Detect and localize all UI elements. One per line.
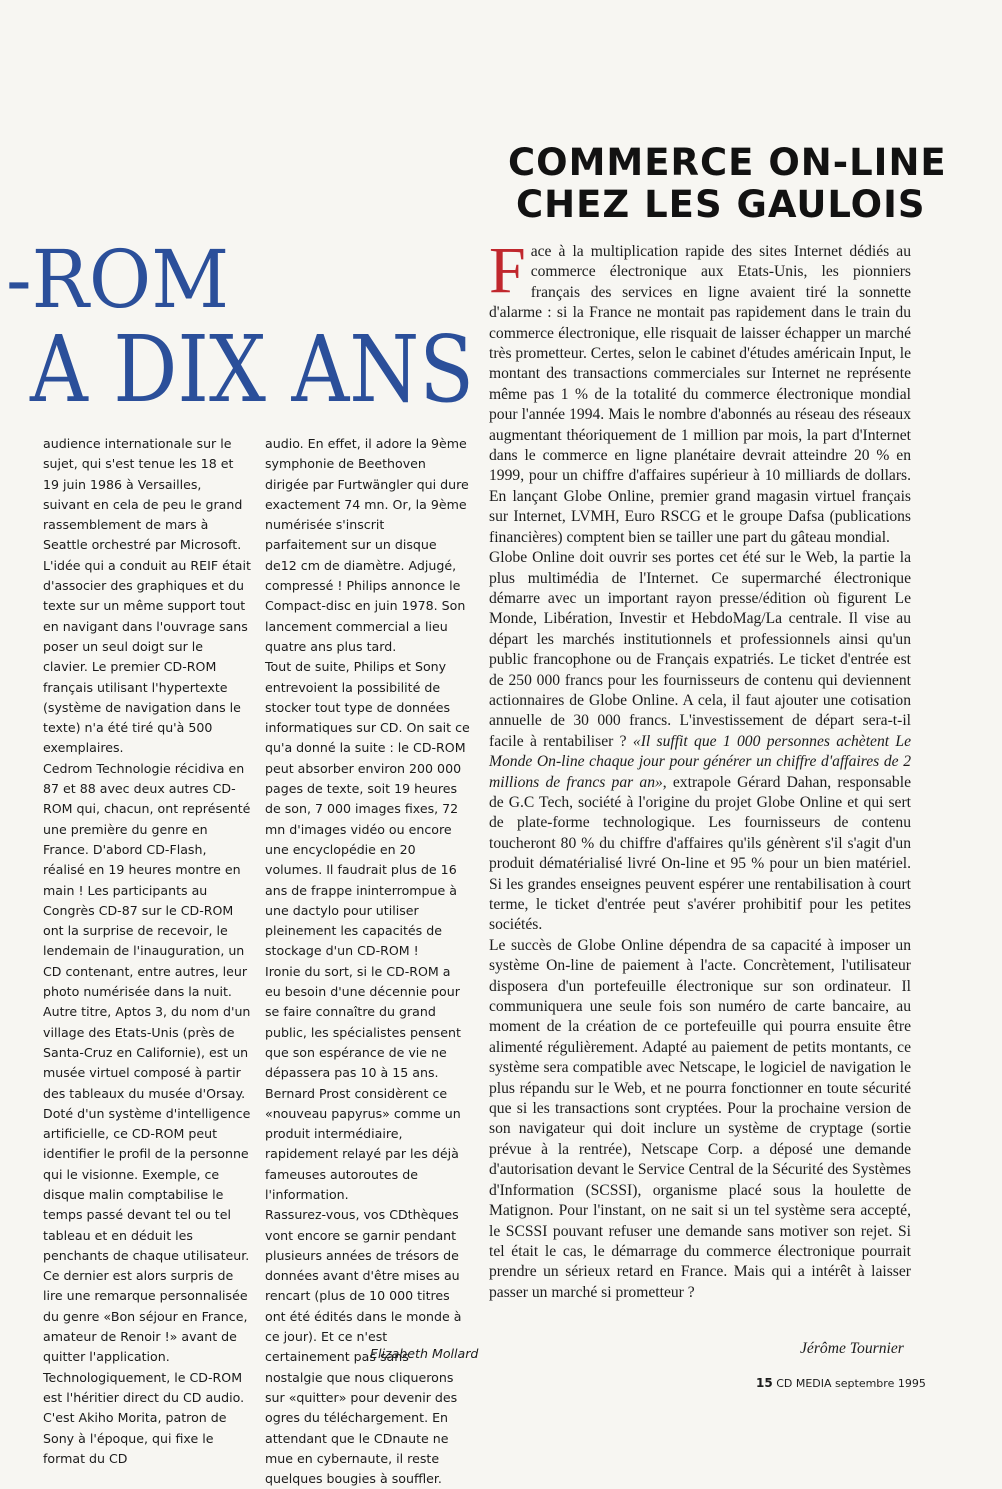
drop-cap: F <box>489 234 526 307</box>
body-paragraph: audience internationale sur le sujet, qui s'est tenue les 18 et 19 juin 1986 à Versailles, suivant en cela de peu le grand rassemblement de mars à Seattle orchestré par Microsoft. L'idée qui a conduit au REIF était d'associer des graphiques et du texte sur un même support tout en navigant dans l'ouvrage sans poser un seul doigt sur le clavier. Le premier CD-ROM français utilisant l'hypertexte (système de navigation dans le texte) n'a été tiré qu'à 500 exemplaires. <box>43 436 251 756</box>
article-paragraph-3: Le succès de Globe Online dépendra de sa capacité à imposer un système On-line de paiement à l'acte. Concrètement, l'utilisateur disposera d'un portefeuille électronique sur son ordinateur. Il communiquera une seule fois son numéro de carte bancaire, au moment de la création de ce portefeuille qui pourra ensuite être alimenté régulièrement. Adapté au paiement de petits montants, ce système sera compatible avec Netscape, le logiciel de navigation le plus répandu sur le Web, et ne pourra fonctionner en toute sécurité que si les transactions sont cryptées. Pour la prochaine version de son navigateur qui doit inclure un système de cryptage (sortie prévue à la rentrée), Netscape Corp. a déposé une demande d'autorisation devant le Service Central de la Sécurité des Systèmes d'Information (SCSSI), organisme placé sous la houlette de Matignon. Pour l'instant, on ne sait si un tel système sera accepté, le SCSSI pouvant refuser une demande sans motiver son rejet. Si tel était le cas, le démarrage du commerce électronique pourrait prendre un sérieux retard en France. Mais qui a intérêt à laisser passer un marché si prometteur ? <box>489 936 911 1301</box>
left-column-1 <box>43 434 251 1469</box>
right-article-body <box>489 234 911 1303</box>
issue-date: septembre 1995 <box>835 1377 926 1390</box>
body-paragraph: Cedrom Technologie récidiva en 87 et 88 avec deux autres CD-ROM qui, chacun, ont représenté une première du genre en France. D'abord CD-Flash, réalisé en 19 heures montre en main ! Les participants au Congrès CD-87 sur le CD-ROM ont la surprise de recevoir, le lendemain de l'inauguration, un CD contenant, entre autres, leur photo numérisée dans la nuit. Autre titre, Aptos 3, du nom d'un village des Etats-Unis (près de Santa-Cruz en Californie), est un musée virtuel composé à partir des tableaux du musée d'Orsay. <box>43 760 251 1101</box>
main-title-line2: A DIX ANS <box>30 316 475 423</box>
sidebar-title-line2: CHEZ LES GAULOIS <box>516 183 926 226</box>
body-paragraph: Technologiquement, le CD-ROM est l'héritier direct du CD audio. C'est Akiho Morita, patron de Sony à l'époque, qui fixe le format du CD <box>43 1369 245 1466</box>
left-article-signature: Elizabeth Mollard <box>370 1346 479 1361</box>
body-paragraph: Rassurez-vous, vos CDthèques vont encore se garnir pendant plusieurs années de trésors de données avant d'être mises au rencart (plus de 10 000 titres ont été édités dans le monde à ce jour). Et ce n'est certainement pas sans nostalgie que nous cliquerons sur «quitter» pour devenir des ogres du téléchargement. En attendant que le CDnaute ne mue en cybernaute, il reste quelques bougies à souffler. <box>265 1207 462 1487</box>
page-number: 15 <box>756 1376 773 1390</box>
body-paragraph: Ironie du sort, si le CD-ROM a eu besoin d'une décennie pour se faire connaître du grand public, les spécialistes pensent que son espérance de vie ne dépassera pas 10 à 15 ans. Bernard Prost considèrent ce «nouveau papyrus» comme un produit intermédiaire, rapidement relayé par les déjà fameuses autoroutes de l'information. <box>265 963 461 1202</box>
article-paragraph-1: Face à la multiplication rapide des sites Internet dédiés au commerce électronique aux Etats-Unis, les pionniers français des services en ligne avaient tiré la sonnette d'alarme : si la France ne montait pas rapidement dans le train du commerce électronique, elle risquait de laisser échapper un marché très prometteur. Certes, selon le cabinet d'études américain Input, le montant des transactions commerciales sur Internet ne représente même pas 1 % de la totalité du commerce électronique mondial pour l'année 1994. Mais le nombre d'abonnés au réseau des réseaux augmentant théoriquement de 1 million par mois, la part d'Internet dans le commerce en ligne planétaire devrait atteindre 20 % en 1999, pour un chiffre d'affaires supérieur à 10 milliards de dollars. En lançant Globe Online, premier grand magasin virtuel français sur Internet, LVMH, Euro RSCG et le groupe Dafsa (publications financières) comptent bien se tailler une part du gâteau mondial. <box>489 234 911 546</box>
right-article-author: Jérôme Tournier <box>800 1340 904 1357</box>
body-paragraph: Doté d'un système d'intelligence artificielle, ce CD-ROM peut identifier le profil de la personne qui le visionne. Exemple, ce disque malin comptabilise le temps passé devant tel ou tel tableau et en déduit les penchants de chaque utilisateur. Ce dernier est alors surpris de lire une remarque personnalisée du genre «Bon séjour en France, amateur de Renoir !» avant de quitter l'application. <box>43 1105 251 1365</box>
page-footer <box>756 1376 926 1390</box>
left-column-2 <box>265 434 470 1489</box>
quote: «Il suffit que 1 000 personnes achètent Le Monde On-line chaque jour pour générer un chiffre d'affaires de 2 millions de francs par an» <box>489 732 911 791</box>
body-paragraph: Tout de suite, Philips et Sony entrevoient la possibilité de stocker tout type de données informatiques sur CD. On sait ce qu'a donné la suite : le CD-ROM peut absorber environ 200 000 pages de texte, soit 19 heures de son, 7 000 images fixes, 72 mn d'images vidéo ou encore une encyclopédie en 20 volumes. Il faudrait plus de 16 ans de frappe ininterrompue à une dactylo pour utiliser pleinement les capacités de stockage d'un CD-ROM ! <box>265 659 470 959</box>
body-paragraph: audio. En effet, il adore la 9ème symphonie de Beethoven dirigée par Furtwängler qui dure exactement 74 mn. Or, la 9ème numérisée s'inscrit parfaitement sur un disque de12 cm de diamètre. Adjugé, compressé ! Philips annonce le Compact-disc en juin 1978. Son lancement commercial a lieu quatre ans plus tard. <box>265 436 469 654</box>
sidebar-title-line1: COMMERCE ON-LINE <box>508 141 947 184</box>
magazine-name: CD MEDIA <box>776 1377 832 1390</box>
main-title-line1: -ROM <box>6 233 230 326</box>
article-paragraph-2: Globe Online doit ouvrir ses portes cet été sur le Web, la partie la plus multimédia de l'Internet. Ce supermarché électronique démarre avec un important rayon presse/édition où figurent Le Monde, Libération, Investir et HebdoMag/La centrale. Il vise au départ les marchés institutionnels et professionnels ainsi qu'un public francophone ou de Français expatriés. Le ticket d'entrée est de 250 000 francs pour les fournisseurs de contenu qui deviennent actionnaires de Globe Online. A cela, il faut ajouter une cotisation annuelle de 30 000 francs. L'investissement de départ sera-t-il facile à rentabiliser ? «Il suffit que 1 000 personnes achètent Le Monde On-line chaque jour pour générer un chiffre d'affaires de 2 millions de francs par an», extrapole Gérard Dahan, responsable de G.C Tech, société à l'origine du projet Globe Online et qui sert de plate-forme technologique. Les fournisseurs de contenu toucheront 80 % du chiffre d'affaires qu'ils génèrent s'il s'agit d'un produit dématérialisé livré On-line et 95 % pour un bien matériel. Si les grandes enseignes peuvent espérer une rentabilisation à court terme, le ticket d'entrée peut s'avérer prohibitif pour les petites sociétés. <box>489 549 911 934</box>
